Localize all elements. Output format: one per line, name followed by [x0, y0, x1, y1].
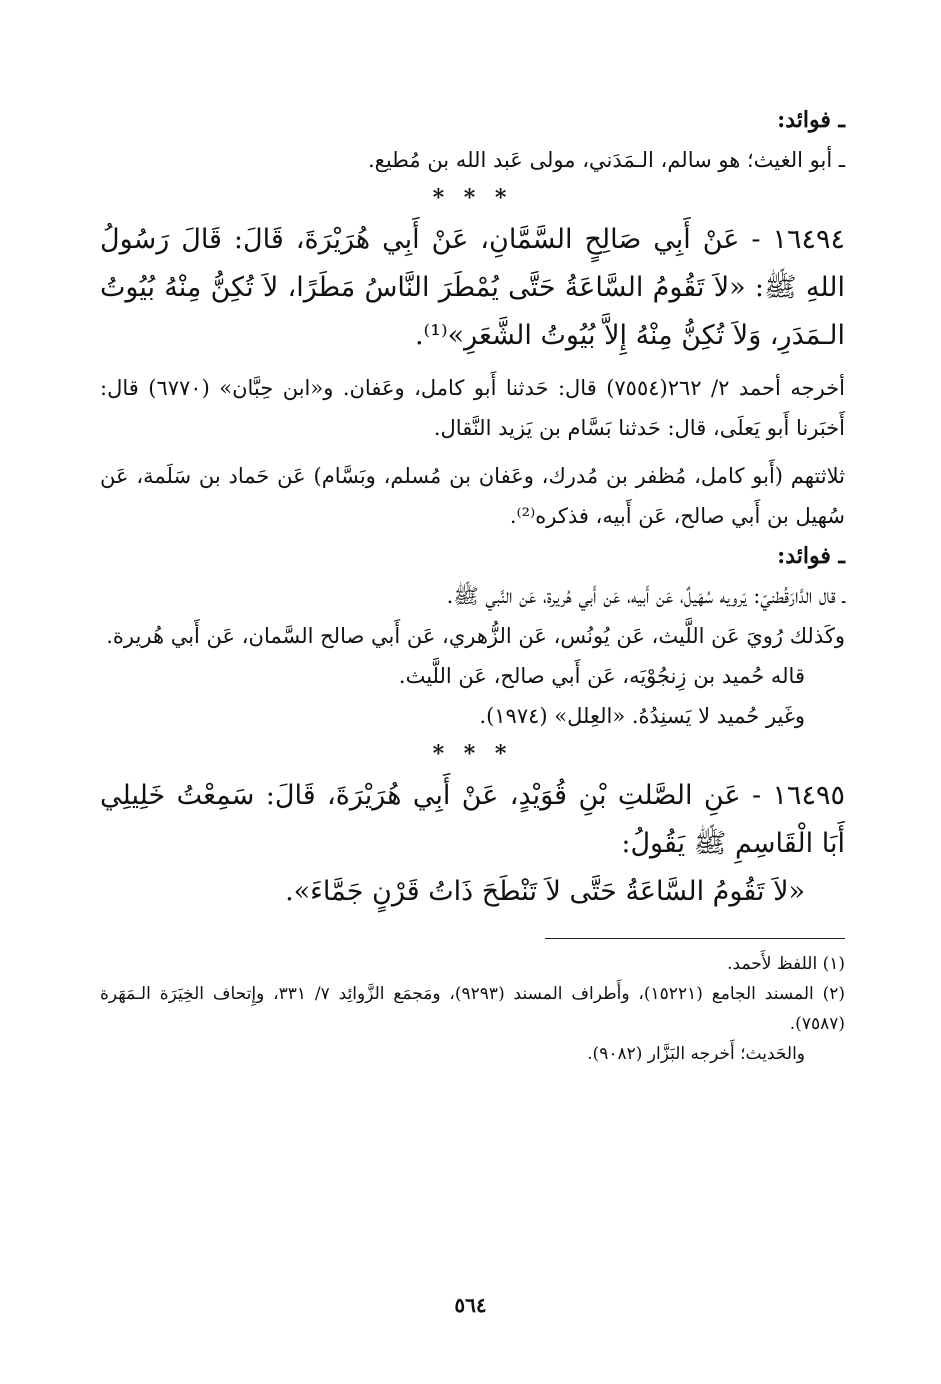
hadith-text: ١٦٤٩٤ - عَنْ أَبِي صَالِحٍ السَّمَّانِ، عَنْ أَبِي هُرَيْرَةَ، قَالَ: قَالَ رَسُولُ اللهِ ﷺ: «لاَ تَقُومُ السَّاعَةُ حَتَّى يُمْطَرَ النَّاسُ مَطَرًا، لاَ تُكِنُّ مِنْهُ بُيُوتُ الـمَدَرِ، وَلاَ تُكِنُّ مِنْهُ إِلاَّ بُيُوتُ الشَّعَرِ»⁽¹⁾.: [100, 224, 845, 351]
footnote: (٢) المسند الجامع (١٥٢٢١)، وأَطراف المسند (٩٢٩٣)، ومَجمَع الزَّوائِد ٧/ ٣٣١، وإِتحاف الخِيَرَة الـمَهَرة (٧٥٨٧).: [100, 984, 845, 1034]
fawaid-note: قاله حُميد بن زِنجُوْيَه، عَن أَبي صالح، عَن اللَّيث.: [398, 664, 805, 688]
isnad-paragraph: ثلاثتهم (أَبو كامل، مُظفر بن مُدرك، وعَفان بن مُسلم، وبَسَّام) عَن حَماد بن سَلَمة، عَن سُهيل بن أَبي صالح، عَن أَبيه، فذكره⁽²⁾.: [100, 464, 845, 528]
footnote-divider: [545, 938, 845, 939]
page-number: ٥٦٤: [454, 1293, 487, 1317]
fawaid-note: ـ قال الدَّارَقُطنيّ: يَرويه سُهَيلٌ، عَن أَبيه، عَن أَبي هُريرة، عَن النَّبي ﷺ.: [446, 584, 845, 608]
takhrij-paragraph: أخرجه أحمد ٢/ ٢٦٢(٧٥٥٤) قال: حَدثنا أَبو كامل، وعَفان. و«ابن حِبَّان» (٦٧٧٠) قال: أَخبَرنا أَبو يَعلَى، قال: حَدثنا بَسَّام بن يَزيد النَّقال.: [100, 376, 845, 440]
fawaid-note: وكَذلك رُويَ عَن اللَّيث، عَن يُونُس، عَن الزُّهري، عَن أَبي صالح السَّمان، عَن أَبي هُريرة.: [106, 624, 845, 648]
hadith-text: ١٦٤٩٥ - عَنِ الصَّلتِ بْنِ قُوَيْدٍ، عَنْ أَبِي هُرَيْرَةَ، قَالَ: سَمِعْتُ خَلِيلِي أَبَا الْقَاسِمِ ﷺ يَقُولُ:: [100, 780, 845, 859]
fawaid-heading: ـ فوائد:: [777, 543, 845, 569]
fawaid-heading: ـ فوائد:: [777, 107, 845, 133]
section-separator: * * *: [432, 185, 513, 211]
hadith-quote: «لاَ تَقُومُ السَّاعَةُ حَتَّى لاَ تَنْطَحَ ذَاتُ قَرْنٍ جَمَّاءَ».: [285, 876, 805, 907]
section-separator: * * *: [432, 741, 513, 767]
fawaid-note: ـ أبو الغيث؛ هو سالم، الـمَدَني، مولى عَبد الله بن مُطيع.: [367, 148, 845, 172]
footnote: والحَديث؛ أَخرجه البَزَّار (٩٠٨٢).: [587, 1044, 805, 1064]
footnote: (١) اللفظ لأَحمد.: [727, 954, 845, 974]
page-body: [100, 100, 845, 1069]
fawaid-note: وغَير حُميد لا يَسنِدُهُ. «العِلل» (١٩٧٤).: [479, 704, 805, 728]
